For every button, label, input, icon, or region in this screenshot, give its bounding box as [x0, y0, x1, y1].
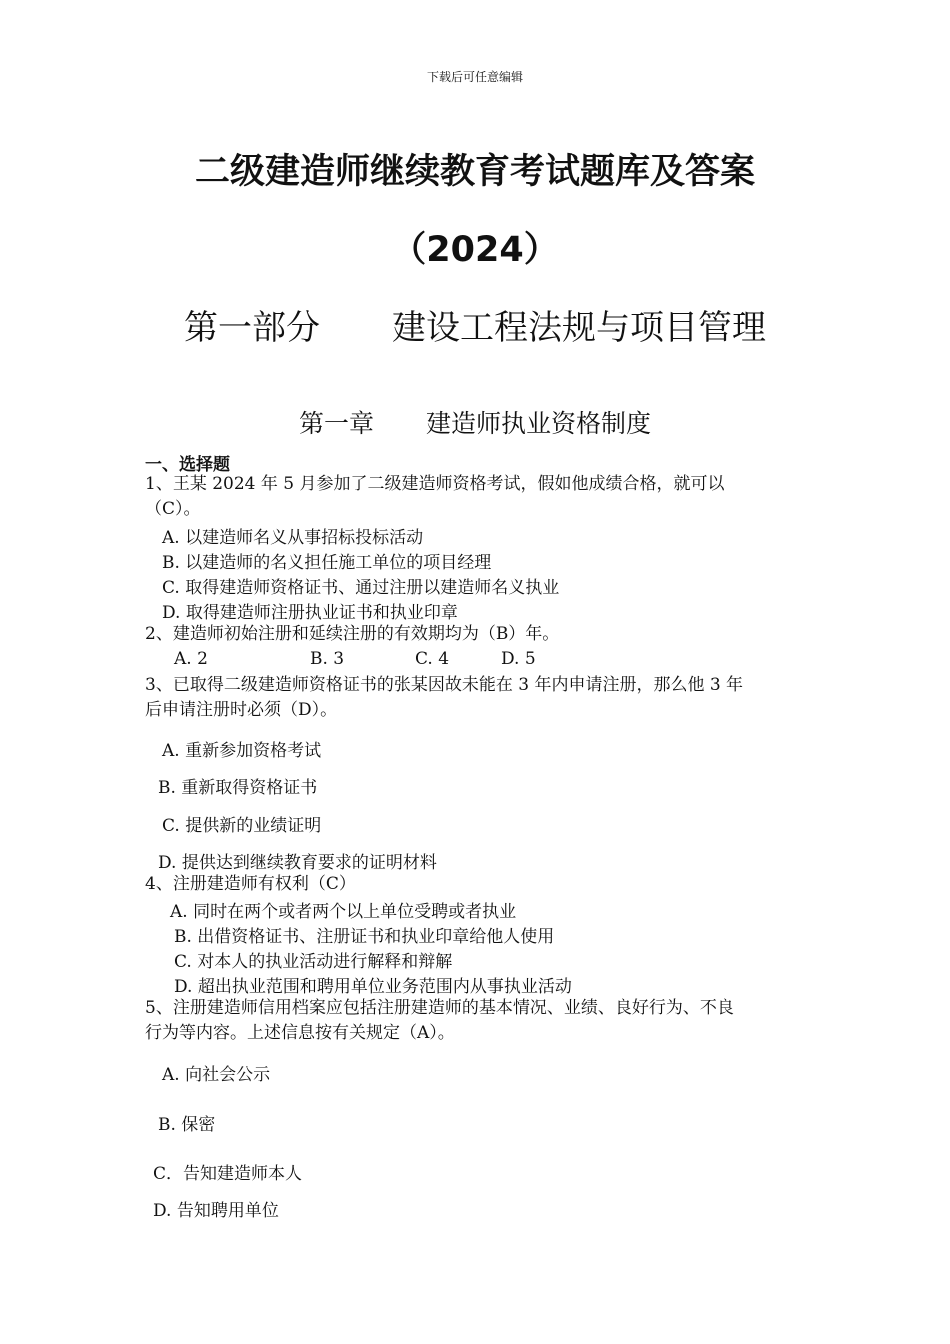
question-2-option-d: D. 5	[501, 649, 536, 669]
header-note: 下载后可任意编辑	[426, 70, 523, 84]
question-5-line1: 5、注册建造师信用档案应包括注册建造师的基本情况、业绩、良好行为、不良	[145, 998, 734, 1018]
question-2-option-b: B. 3	[310, 649, 345, 669]
question-1-option-c: C. 取得建造师资格证书、通过注册以建造师名义执业	[162, 578, 560, 598]
question-3-option-d: D. 提供达到继续教育要求的证明材料	[158, 853, 437, 873]
question-4-option-d: D. 超出执业范围和聘用单位业务范围内从事执业活动	[174, 977, 572, 997]
section-heading: 一、选择题	[145, 455, 230, 475]
part-name: 建设工程法规与项目管理	[392, 308, 766, 348]
question-2-option-c: C. 4	[415, 649, 450, 669]
question-5-option-a: A. 向社会公示	[162, 1065, 271, 1085]
question-2-option-a: A. 2	[174, 649, 208, 669]
question-5-option-b: B. 保密	[158, 1115, 216, 1135]
question-3-option-a: A. 重新参加资格考试	[162, 741, 322, 761]
document-title: 二级建造师继续教育考试题库及答案	[194, 152, 755, 192]
chapter-title	[0, 404, 950, 440]
chapter-label: 第一章	[298, 409, 374, 438]
question-4-option-b: B. 出借资格证书、注册证书和执业印章给他人使用	[174, 927, 555, 947]
question-3-option-b: B. 重新取得资格证书	[158, 778, 318, 798]
question-2-line1: 2、建造师初始注册和延续注册的有效期均为（B）年。	[145, 624, 560, 644]
question-1-line1: 1、王某 2024 年 5 月参加了二级建造师资格考试，假如他成绩合格，就可以	[145, 474, 725, 494]
question-4-option-c: C. 对本人的执业活动进行解释和辩解	[174, 952, 453, 972]
question-4-line1: 4、注册建造师有权利（C）	[145, 874, 356, 894]
question-4-option-a: A. 同时在两个或者两个以上单位受聘或者执业	[170, 902, 517, 922]
document-title-year: （2024）	[391, 230, 559, 270]
part-label: 第一部分	[184, 308, 320, 348]
question-5-line2: 行为等内容。上述信息按有关规定（A）。	[145, 1023, 455, 1043]
question-1-option-b: B. 以建造师的名义担任施工单位的项目经理	[162, 553, 492, 573]
question-1-option-a: A. 以建造师名义从事招标投标活动	[162, 528, 424, 548]
question-1-line2: （C）。	[145, 499, 201, 519]
question-3-line2: 后申请注册时必须（D）。	[145, 700, 338, 720]
question-3-option-c: C. 提供新的业绩证明	[162, 816, 322, 836]
question-5-option-d: D. 告知聘用单位	[153, 1201, 279, 1221]
part-title	[0, 300, 950, 349]
question-1-option-d: D. 取得建造师注册执业证书和执业印章	[162, 603, 458, 623]
question-5-option-c: C．告知建造师本人	[153, 1164, 303, 1184]
chapter-name: 建造师执业资格制度	[426, 409, 652, 438]
question-3-line1: 3、已取得二级建造师资格证书的张某因故未能在 3 年内申请注册，那么他 3 年	[145, 675, 744, 695]
